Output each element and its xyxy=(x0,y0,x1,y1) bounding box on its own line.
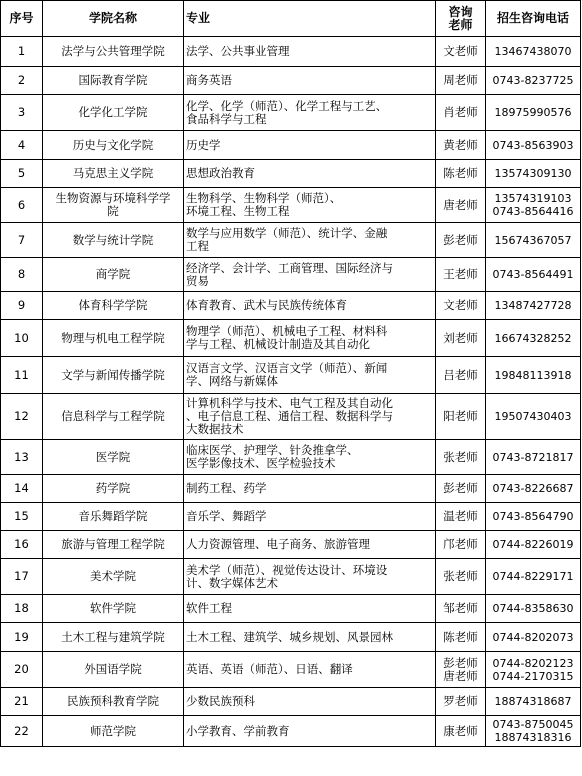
row-number: 22 xyxy=(1,716,43,747)
contact-phone xyxy=(486,160,581,188)
majors-line: 土木工程、建筑学、城乡规划、风景园林 xyxy=(186,629,393,644)
contact-phone-line: 0743-8564790 xyxy=(492,510,574,523)
majors xyxy=(184,188,436,223)
table-row xyxy=(1,440,581,475)
majors xyxy=(184,531,436,559)
majors xyxy=(184,475,436,503)
contact-phone-line: 0743-8563903 xyxy=(492,138,574,152)
college-name xyxy=(43,688,184,716)
header-phone: 招生咨询电话 xyxy=(486,1,581,37)
majors-line: 汉语言文学、汉语言文学（师范）、新闻 xyxy=(186,361,388,375)
table-row xyxy=(1,503,581,531)
college-name-line: 商学院 xyxy=(95,267,131,281)
contact-phone-line: 0743-8721817 xyxy=(492,450,574,464)
table-body xyxy=(1,37,581,747)
contact-teacher xyxy=(436,688,486,716)
majors-line: 经济学、会计学、工商管理、国际经济与 xyxy=(186,260,393,275)
contact-phone-line: 0743-8750045 xyxy=(492,718,574,731)
contact-phone-line: 0744-8202123 xyxy=(492,656,574,670)
majors xyxy=(184,320,436,357)
majors-line: 生物科学、生物科学（师范）、 xyxy=(186,191,342,205)
table-row xyxy=(1,67,581,95)
college-name-line: 师范学院 xyxy=(90,723,136,738)
contact-teacher-line: 邹老师 xyxy=(443,601,478,615)
contact-teacher xyxy=(436,652,486,688)
table-row xyxy=(1,595,581,623)
college-name-line: 音乐舞蹈学院 xyxy=(78,509,148,523)
majors-line: 临床医学、护理学、针灸推拿学、 xyxy=(186,443,359,457)
table-row xyxy=(1,188,581,223)
contact-phone xyxy=(486,292,581,320)
contact-teacher-line: 唐老师 xyxy=(443,668,478,683)
majors-line: 、电子信息工程、通信工程、数据科学与 xyxy=(186,409,393,423)
majors xyxy=(184,688,436,716)
contact-teacher-line: 张老师 xyxy=(443,569,478,583)
majors xyxy=(184,37,436,67)
row-number: 15 xyxy=(1,503,43,531)
contact-teacher xyxy=(436,503,486,531)
table-row xyxy=(1,223,581,258)
contact-phone xyxy=(486,559,581,595)
contact-teacher-line: 彭老师 xyxy=(443,481,478,495)
college-name-line: 软件学院 xyxy=(90,601,136,615)
contact-phone xyxy=(486,531,581,559)
majors-line: 体育教育、武术与民族传统体育 xyxy=(186,298,347,312)
majors xyxy=(184,623,436,652)
table-row xyxy=(1,357,581,394)
majors-line: 学与工程、机械设计制造及其自动化 xyxy=(186,337,370,351)
contact-teacher-line: 罗老师 xyxy=(443,694,478,708)
contact-teacher xyxy=(436,440,486,475)
row-number: 10 xyxy=(1,320,43,357)
contact-teacher xyxy=(436,357,486,394)
college-name xyxy=(43,258,184,292)
contact-phone xyxy=(486,394,581,440)
contact-teacher xyxy=(436,559,486,595)
college-name xyxy=(43,503,184,531)
college-name xyxy=(43,394,184,440)
row-number: 5 xyxy=(1,160,43,188)
contact-phone xyxy=(486,258,581,292)
college-name xyxy=(43,292,184,320)
college-name-line: 土木工程与建筑学院 xyxy=(61,629,165,644)
row-number: 12 xyxy=(1,394,43,440)
row-number: 13 xyxy=(1,440,43,475)
contact-phone-line: 0744-8229171 xyxy=(492,570,574,583)
contact-phone xyxy=(486,188,581,223)
contact-phone-line: 15674367057 xyxy=(494,233,572,247)
college-name xyxy=(43,716,184,747)
majors-line: 大数据技术 xyxy=(186,422,244,436)
row-number: 2 xyxy=(1,67,43,95)
contact-phone-line: 0743-8564416 xyxy=(492,205,574,218)
header-teacher-line: 老师 xyxy=(448,17,473,32)
header-row xyxy=(1,1,581,37)
majors xyxy=(184,503,436,531)
contact-phone-line: 0744-8358630 xyxy=(492,602,574,615)
majors xyxy=(184,223,436,258)
majors xyxy=(184,595,436,623)
majors-line: 商务英语 xyxy=(186,73,232,87)
contact-teacher-line: 邝老师 xyxy=(443,537,478,551)
majors xyxy=(184,131,436,160)
contact-phone-line: 0743-8564491 xyxy=(492,268,574,281)
contact-teacher-line: 温老师 xyxy=(443,509,478,523)
majors-line: 数学与应用数学（师范）、统计学、金融 xyxy=(186,226,388,240)
college-name-line: 数学与统计学院 xyxy=(72,232,154,247)
college-name-line: 旅游与管理工程学院 xyxy=(61,537,165,551)
majors-line: 音乐学、舞蹈学 xyxy=(186,509,267,523)
row-number: 18 xyxy=(1,595,43,623)
header-no: 序号 xyxy=(1,1,43,37)
college-name xyxy=(43,559,184,595)
contact-teacher xyxy=(436,37,486,67)
table-row xyxy=(1,258,581,292)
contact-teacher-line: 陈老师 xyxy=(443,166,478,180)
contact-phone-line: 16674328252 xyxy=(494,331,572,345)
college-name-line: 物理与机电工程学院 xyxy=(61,330,165,345)
college-name-line: 美术学院 xyxy=(90,569,136,583)
college-name xyxy=(43,37,184,67)
row-number: 14 xyxy=(1,475,43,503)
contact-phone xyxy=(486,595,581,623)
contact-teacher xyxy=(436,394,486,440)
college-name xyxy=(43,623,184,652)
majors xyxy=(184,716,436,747)
majors xyxy=(184,95,436,131)
college-name-line: 文学与新闻传播学院 xyxy=(61,367,165,382)
majors xyxy=(184,292,436,320)
contact-phone xyxy=(486,223,581,258)
majors-line: 历史学 xyxy=(186,137,221,152)
contact-teacher-line: 张老师 xyxy=(443,449,478,464)
majors-line: 英语、英语（师范）、日语、翻译 xyxy=(186,662,353,676)
contact-teacher-line: 肖老师 xyxy=(443,105,478,119)
majors xyxy=(184,67,436,95)
table-row xyxy=(1,394,581,440)
majors-line: 计、数字媒体艺术 xyxy=(186,575,278,590)
contact-phone xyxy=(486,716,581,747)
contact-phone-line: 0743-8226687 xyxy=(492,482,574,495)
majors-line: 医学影像技术、医学检验技术 xyxy=(186,456,336,470)
table-row xyxy=(1,688,581,716)
table-row xyxy=(1,292,581,320)
contact-phone xyxy=(486,95,581,131)
row-number: 21 xyxy=(1,688,43,716)
contact-teacher-line: 王老师 xyxy=(443,267,478,281)
contact-teacher-line: 刘老师 xyxy=(443,330,478,345)
row-number: 17 xyxy=(1,559,43,595)
contact-teacher-line: 文老师 xyxy=(443,298,478,312)
majors-line: 化学、化学（师范）、化学工程与工艺、 xyxy=(186,98,388,113)
contact-phone xyxy=(486,688,581,716)
majors-line: 工程 xyxy=(186,239,209,253)
table-row xyxy=(1,320,581,357)
college-name xyxy=(43,531,184,559)
college-name-line: 历史与文化学院 xyxy=(72,137,154,152)
row-number: 19 xyxy=(1,623,43,652)
contact-phone xyxy=(486,440,581,475)
college-name xyxy=(43,357,184,394)
majors-line: 贸易 xyxy=(186,273,209,288)
college-name-line: 国际教育学院 xyxy=(78,73,148,87)
row-number: 20 xyxy=(1,652,43,688)
contact-teacher-line: 彭老师 xyxy=(443,655,478,670)
contact-teacher xyxy=(436,223,486,258)
college-name-line: 生物资源与环境科学学 xyxy=(55,191,171,205)
contact-phone xyxy=(486,623,581,652)
contact-phone xyxy=(486,37,581,67)
college-name xyxy=(43,160,184,188)
majors xyxy=(184,357,436,394)
majors-line: 学、网络与新媒体 xyxy=(186,374,278,388)
contact-phone xyxy=(486,131,581,160)
contact-phone-line: 13574309130 xyxy=(494,167,572,180)
contact-teacher xyxy=(436,531,486,559)
contact-phone-line: 18874318687 xyxy=(494,695,572,708)
college-name-line: 外国语学院 xyxy=(84,662,142,676)
majors-line: 美术学（师范）、视觉传达设计、环境设 xyxy=(186,562,388,577)
majors-line: 环境工程、生物工程 xyxy=(186,204,290,218)
contact-phone xyxy=(486,67,581,95)
table-row xyxy=(1,475,581,503)
college-name-line: 体育科学学院 xyxy=(78,298,148,312)
contact-phone-line: 18874318316 xyxy=(494,731,572,744)
majors xyxy=(184,559,436,595)
row-number: 8 xyxy=(1,258,43,292)
majors xyxy=(184,440,436,475)
contact-phone xyxy=(486,357,581,394)
college-name xyxy=(43,595,184,623)
table-row xyxy=(1,559,581,595)
majors-line: 计算机科学与技术、电气工程及其自动化 xyxy=(186,396,393,410)
contact-phone-line: 19507430403 xyxy=(494,410,572,423)
college-name-line: 法学与公共管理学院 xyxy=(61,44,165,58)
contact-teacher-line: 唐老师 xyxy=(443,197,478,212)
majors xyxy=(184,160,436,188)
college-name-line: 信息科学与工程学院 xyxy=(61,409,165,423)
majors-line: 人力资源管理、电子商务、旅游管理 xyxy=(186,537,370,551)
contact-teacher-line: 阳老师 xyxy=(443,409,478,423)
contact-phone-line: 18975990576 xyxy=(494,106,572,119)
table-row xyxy=(1,716,581,747)
majors xyxy=(184,394,436,440)
majors-line: 软件工程 xyxy=(186,601,232,615)
majors-line: 法学、公共事业管理 xyxy=(186,44,290,58)
college-name xyxy=(43,475,184,503)
row-number: 6 xyxy=(1,188,43,223)
row-number: 11 xyxy=(1,357,43,394)
contact-teacher xyxy=(436,475,486,503)
contact-phone-line: 19848113918 xyxy=(494,368,572,382)
contact-phone xyxy=(486,320,581,357)
college-name-line: 院 xyxy=(107,204,119,218)
majors-line: 物理学（师范）、机械电子工程、材料科 xyxy=(186,324,388,338)
college-name-line: 化学化工学院 xyxy=(78,105,148,119)
college-name xyxy=(43,67,184,95)
header-college: 学院名称 xyxy=(43,1,184,37)
contact-phone xyxy=(486,475,581,503)
college-name xyxy=(43,652,184,688)
contact-teacher xyxy=(436,160,486,188)
contact-teacher xyxy=(436,292,486,320)
contact-phone-line: 0744-8226019 xyxy=(492,538,574,551)
contact-phone-line: 13574319103 xyxy=(494,192,572,205)
row-number: 7 xyxy=(1,223,43,258)
contact-teacher xyxy=(436,623,486,652)
table-row xyxy=(1,160,581,188)
contact-teacher-line: 彭老师 xyxy=(443,232,478,247)
table-row xyxy=(1,531,581,559)
row-number: 1 xyxy=(1,37,43,67)
college-name-line: 民族预科教育学院 xyxy=(67,694,159,708)
header-teacher xyxy=(436,1,486,37)
majors-line: 少数民族预科 xyxy=(186,694,255,708)
table-row xyxy=(1,131,581,160)
college-name-line: 药学院 xyxy=(95,481,131,495)
contact-phone-line: 0744-8202073 xyxy=(492,630,574,644)
contact-teacher xyxy=(436,131,486,160)
header-major: 专业 xyxy=(184,1,436,37)
majors xyxy=(184,652,436,688)
table-row xyxy=(1,623,581,652)
contact-phone-line: 0743-8237725 xyxy=(492,74,574,87)
college-name xyxy=(43,188,184,223)
contact-teacher-line: 陈老师 xyxy=(443,629,478,644)
majors-line: 食品科学与工程 xyxy=(186,111,267,126)
college-name xyxy=(43,95,184,131)
college-name xyxy=(43,223,184,258)
table-row xyxy=(1,95,581,131)
contact-teacher xyxy=(436,188,486,223)
contact-teacher-line: 黄老师 xyxy=(443,137,478,152)
contact-teacher-line: 周老师 xyxy=(443,73,478,87)
contact-phone-line: 13487427728 xyxy=(494,299,572,312)
majors-line: 制药工程、药学 xyxy=(186,481,267,495)
contact-teacher-line: 康老师 xyxy=(443,723,478,738)
college-name xyxy=(43,131,184,160)
contact-teacher xyxy=(436,258,486,292)
college-name-line: 医学院 xyxy=(95,449,131,464)
college-name xyxy=(43,320,184,357)
majors xyxy=(184,258,436,292)
contact-teacher-line: 吕老师 xyxy=(443,367,478,382)
contact-teacher xyxy=(436,716,486,747)
contact-teacher xyxy=(436,595,486,623)
contact-teacher xyxy=(436,95,486,131)
contact-phone xyxy=(486,652,581,688)
row-number: 16 xyxy=(1,531,43,559)
header-teacher-line: 咨询 xyxy=(448,4,473,19)
college-name xyxy=(43,440,184,475)
contact-phone xyxy=(486,503,581,531)
row-number: 9 xyxy=(1,292,43,320)
row-number: 3 xyxy=(1,95,43,131)
table-row xyxy=(1,652,581,688)
contact-teacher xyxy=(436,67,486,95)
majors-line: 思想政治教育 xyxy=(186,166,255,180)
college-name-line: 马克思主义学院 xyxy=(72,166,154,180)
contact-phone-line: 0744-2170315 xyxy=(492,669,574,683)
majors-line: 小学教育、学前教育 xyxy=(186,723,290,738)
table-row xyxy=(1,37,581,67)
contact-teacher-line: 文老师 xyxy=(443,44,478,58)
row-number: 4 xyxy=(1,131,43,160)
contact-teacher xyxy=(436,320,486,357)
contact-phone-line: 13467438070 xyxy=(494,45,572,58)
